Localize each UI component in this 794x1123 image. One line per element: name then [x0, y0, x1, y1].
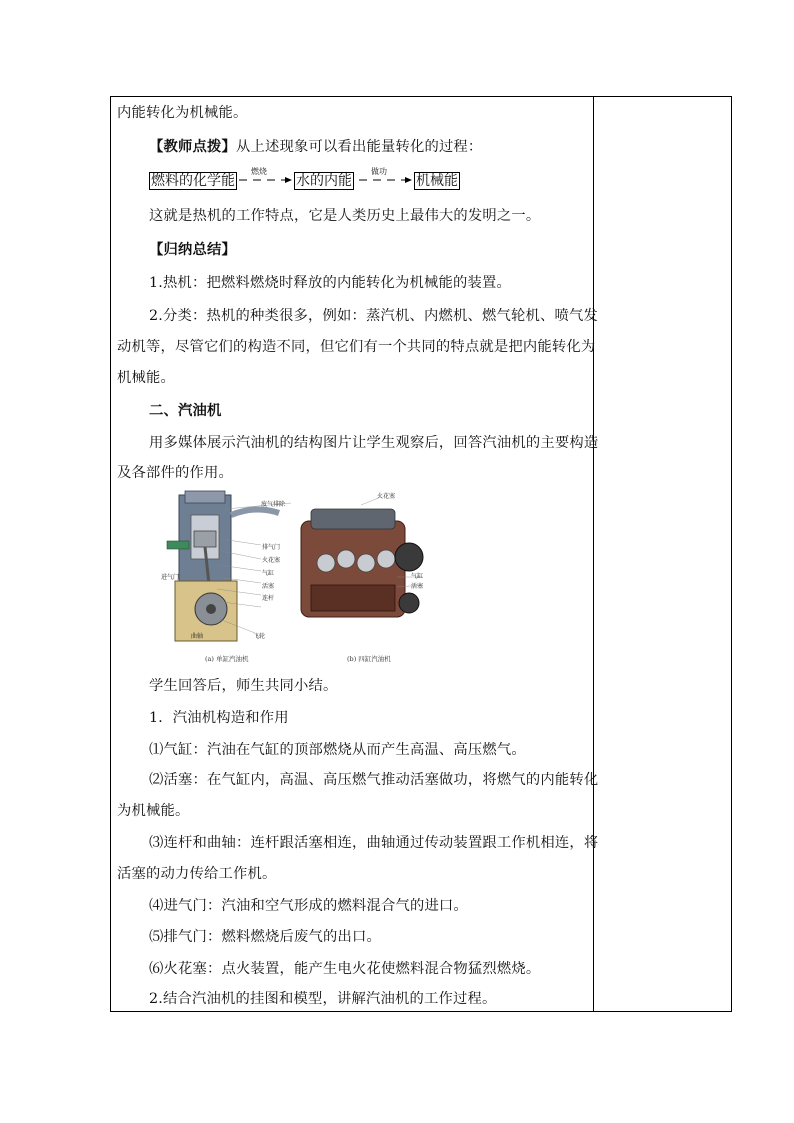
summary-heading: 【归纳总结】: [149, 242, 236, 258]
engine-figure: [161, 485, 429, 665]
label-cylinder-a: 气缸: [262, 570, 275, 577]
text-line: 这就是热机的工作特点，它是人类历史上最伟大的发明之一。: [149, 208, 541, 224]
text-line: 1.热机：把燃料燃烧时释放的内能转化为机械能的装置。: [149, 275, 511, 291]
label-flywheel: 飞轮: [253, 633, 266, 640]
burn-arrow: [237, 167, 293, 192]
burn-label: 燃烧: [251, 167, 267, 176]
text-line: ⑴气缸：汽油在气缸的顶部燃烧从而产生高温、高压燃气。: [149, 742, 526, 758]
text-line: 活塞的动力传给工作机。: [117, 866, 277, 882]
text-line: ⑹火花塞：点火装置，能产生电火花使燃料混合物猛烈燃烧。: [149, 961, 541, 977]
chemical-energy-box: 燃料的化学能: [151, 173, 235, 189]
text-line: 及各部件的作用。: [117, 465, 233, 481]
text-line: ⑵活塞：在气缸内，高温、高压燃气推动活塞做功，将燃气的内能转化: [149, 772, 599, 788]
text-line: ⑷进气门：汽油和空气形成的燃料混合气的进口。: [149, 898, 468, 914]
caption-single: (a) 单缸汽油机: [205, 655, 249, 663]
mechanical-energy-box: 机械能: [416, 173, 458, 189]
text-line: 用多媒体展示汽油机的结构图片让学生观察后，回答汽油机的主要构造: [149, 435, 599, 451]
work-arrow: [357, 167, 413, 192]
text-line: 内能转化为机械能。: [117, 105, 248, 121]
label-rod: 连杆: [262, 595, 275, 602]
label-exhaust: 废气排除: [261, 501, 286, 508]
label-piston-b: 活塞: [411, 583, 424, 590]
text-line: ⑶连杆和曲轴：连杆跟活塞相连，曲轴通过传动装置跟工作机相连，将: [149, 835, 599, 851]
text-line: ⑸排气门：燃料燃烧后废气的出口。: [149, 929, 381, 945]
section-heading: 二、汽油机: [149, 403, 222, 419]
label-piston-a: 活塞: [262, 583, 275, 590]
text-line: 学生回答后，师生共同小结。: [149, 678, 338, 694]
tip-heading: 【教师点拨】: [149, 139, 236, 155]
text-line: 为机械能。: [117, 803, 190, 819]
column-divider: [593, 97, 594, 1011]
text-line: 2.分类：热机的种类很多，例如：蒸汽机、内燃机、燃气轮机、喷气发: [149, 308, 598, 324]
arrow-icon: [357, 175, 413, 185]
label-spark-plug-b: 火花塞: [377, 493, 396, 500]
text-line: 机械能。: [117, 370, 175, 386]
work-label: 做功: [371, 167, 387, 176]
teacher-tip: [149, 137, 482, 157]
text-line: 动机等，尽管它们的构造不同，但它们有一个共同的特点就是把内能转化为: [117, 339, 596, 355]
label-spark-plug-a: 火花塞: [262, 557, 281, 564]
label-crankshaft: 曲轴: [191, 633, 204, 640]
label-exhaust-valve: 排气门: [262, 544, 281, 551]
tip-text: 从上述现象可以看出能量转化的过程：: [235, 139, 483, 155]
text-line: 1．汽油机构造和作用: [149, 710, 289, 726]
caption-four: (b) 四缸汽油机: [347, 655, 391, 663]
label-cylinder-b: 气缸: [411, 573, 424, 580]
arrow-icon: [237, 175, 293, 185]
label-intake-valve: 进气门: [161, 574, 180, 581]
text-line: 2.结合汽油机的挂图和模型，讲解汽油机的工作过程。: [149, 991, 497, 1007]
lesson-table: [110, 96, 732, 1012]
internal-energy-box: 水的内能: [296, 173, 352, 189]
